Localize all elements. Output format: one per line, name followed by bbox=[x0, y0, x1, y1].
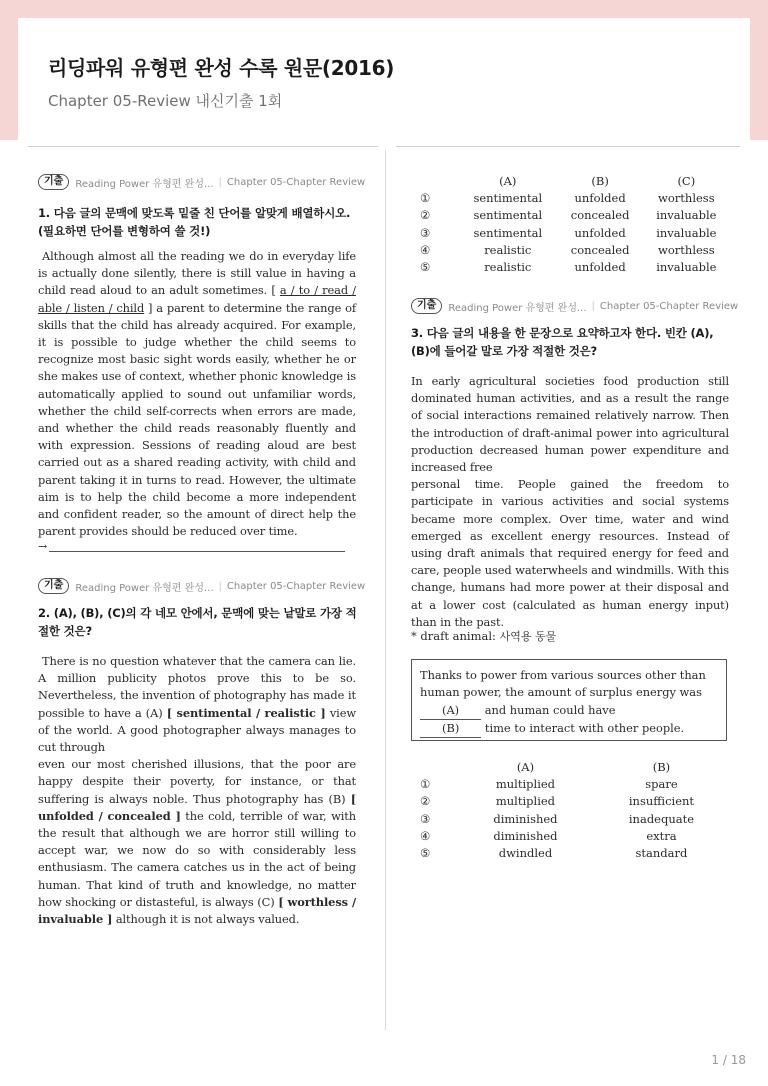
tag-badge: 기출 bbox=[411, 298, 442, 314]
page-title: 리딩파워 유형편 완성 수록 원문(2016) bbox=[48, 56, 395, 80]
q3-source-tag: 기출 Reading Power 유형편 완성... | Chapter 05-Chapter Review bbox=[411, 298, 738, 314]
choice-row[interactable]: ① sentimental unfolded worthless bbox=[420, 190, 715, 205]
q1-passage: Although almost all the reading we do in everyday life is actually done silently, there is still value in having a child read aloud to an adult sometimes. [ a / to / read / able / listen / child ] a parent to determine the range of skills that the child has already acquired. For example, it is possible to judge whether the child seems to recognize most basic sight words easily, whether he or she makes use of context, whether phonic knowledge is automatically applied to sound out unfamiliar words, whether the child self-corrects when errors are made, and whether the child reads reasonably fluently and with expression. Sessions of reading aloud are best carried out as a shared reading activity, with child and parent taking it in turns to read. However, the ultimate aim is to help the child become a more independent and confident reader, so the amount of direct help the parent provides should be reduced over time. bbox=[38, 249, 356, 539]
choice-row[interactable]: ② sentimental concealed invaluable bbox=[420, 208, 717, 223]
page-subtitle: Chapter 05-Review 내신기출 1회 bbox=[48, 92, 283, 110]
q3-choices-table bbox=[418, 758, 730, 862]
header-card bbox=[18, 18, 750, 140]
q1-answer-line bbox=[38, 540, 345, 553]
choice-row[interactable]: ④ diminished extra bbox=[420, 828, 677, 843]
blank-a: (A) bbox=[420, 702, 481, 720]
q1-question: 1. 다음 글의 문맥에 맞도록 밑줄 친 단어를 알맞게 배열하시오. (필요하면 단어를 변형하여 쓸 것!) bbox=[38, 206, 351, 238]
left-rule bbox=[28, 146, 378, 147]
tag-badge: 기출 bbox=[38, 578, 69, 594]
q2-choices-table bbox=[418, 172, 730, 276]
q1-source-tag: 기출 Reading Power 유형편 완성... | Chapter 05-Chapter Review bbox=[38, 174, 365, 190]
blank-b: (B) bbox=[420, 720, 481, 738]
column-divider bbox=[385, 150, 386, 1030]
arrow-icon: → bbox=[38, 540, 48, 553]
tag-badge: 기출 bbox=[38, 174, 69, 190]
choice-row[interactable]: ③ diminished inadequate bbox=[420, 811, 695, 826]
q3-summary-box: Thanks to power from various sources other than human power, the amount of surplus energy was (A) and human could have (B) time to interact with other people. bbox=[411, 659, 727, 741]
q2-passage: There is no question whatever that the camera can lie. A million publicity photos prove this to be so. Nevertheless, the invention of photography has made it possible to have a (A) [ sentimental / realistic ] view of the world. A good photographer always manages to cut through even our most cherished illusions, that the poor are happy despite their poverty, for instance, or that suffering is always noble. Thus photography has (B) [ unfolded / concealed ] the cold, terrible of war, with the result that although we are horror still willing to accept war, we now do so with considerably less enthusiasm. The camera catches us in the act of being human. That kind of truth and knowledge, no matter how shocking or distasteful, is always (C) [ worthless / invaluable ] although it is not always valued. bbox=[38, 654, 357, 927]
tag-source: Reading Power 유형편 완성... bbox=[448, 302, 587, 314]
q3-question: 3. 다음 글의 내용을 한 문장으로 요약하고자 한다. 빈칸 (A), (B)에 들어갈 말로 가장 적절한 것은? bbox=[411, 326, 714, 358]
tag-chapter: Chapter 05-Chapter Review bbox=[599, 300, 739, 312]
choices-header: (A) (B) bbox=[516, 759, 671, 774]
tag-chapter: Chapter 05-Chapter Review bbox=[226, 176, 366, 188]
bracket-a: [ sentimental / realistic ] bbox=[166, 705, 326, 720]
q2-source-tag: 기출 Reading Power 유형편 완성... | Chapter 05-Chapter Review bbox=[38, 578, 365, 594]
bracket-c: [ worthless / invaluable ] bbox=[38, 894, 357, 927]
choice-row[interactable]: ⑤ realistic unfolded invaluable bbox=[420, 260, 717, 275]
choice-row[interactable]: ⑤ dwindled standard bbox=[420, 846, 688, 861]
right-rule bbox=[396, 146, 740, 147]
tag-chapter: Chapter 05-Chapter Review bbox=[226, 580, 366, 592]
answer-blank bbox=[49, 551, 345, 552]
q3-passage: In early agricultural societies food production still dominated human activities, and as a result the range of social interactions remained relatively narrow. Then the introduction of draft-animal power into agricultural production decreased human power expenditure and increased free personal time. People gained the freedom to participate in various activities and social systems became more complex. Over time, water and wind emerged as excellent energy resources. Instead of using draft animals that required energy for feed and care, people used waterwheels and windmills. With this change, humans had more power at their disposal and at a lower cost (calculated as human energy input) than in the past. bbox=[411, 374, 729, 629]
q3-footnote: * draft animal: 사역용 동물 bbox=[411, 629, 557, 643]
underlined-words: a / to / read / able / listen / child bbox=[38, 283, 356, 315]
q2-question: 2. (A), (B), (C)의 각 네모 안에서, 문맥에 맞는 낱말로 가장 적 절한 것은? bbox=[38, 606, 357, 638]
choice-row[interactable]: ③ sentimental unfolded invaluable bbox=[420, 225, 717, 240]
choice-row[interactable]: ④ realistic concealed worthless bbox=[420, 242, 715, 257]
bracket-b: [ unfolded / concealed ] bbox=[38, 791, 356, 823]
page-number: 1 / 18 bbox=[711, 1053, 746, 1067]
choice-row[interactable]: ① multiplied spare bbox=[420, 776, 678, 791]
tag-source: Reading Power 유형편 완성... bbox=[75, 178, 214, 190]
choices-header: (A) (B) (C) bbox=[499, 173, 696, 188]
choice-row[interactable]: ② multiplied insufficient bbox=[420, 794, 695, 809]
tag-source: Reading Power 유형편 완성... bbox=[75, 582, 214, 594]
